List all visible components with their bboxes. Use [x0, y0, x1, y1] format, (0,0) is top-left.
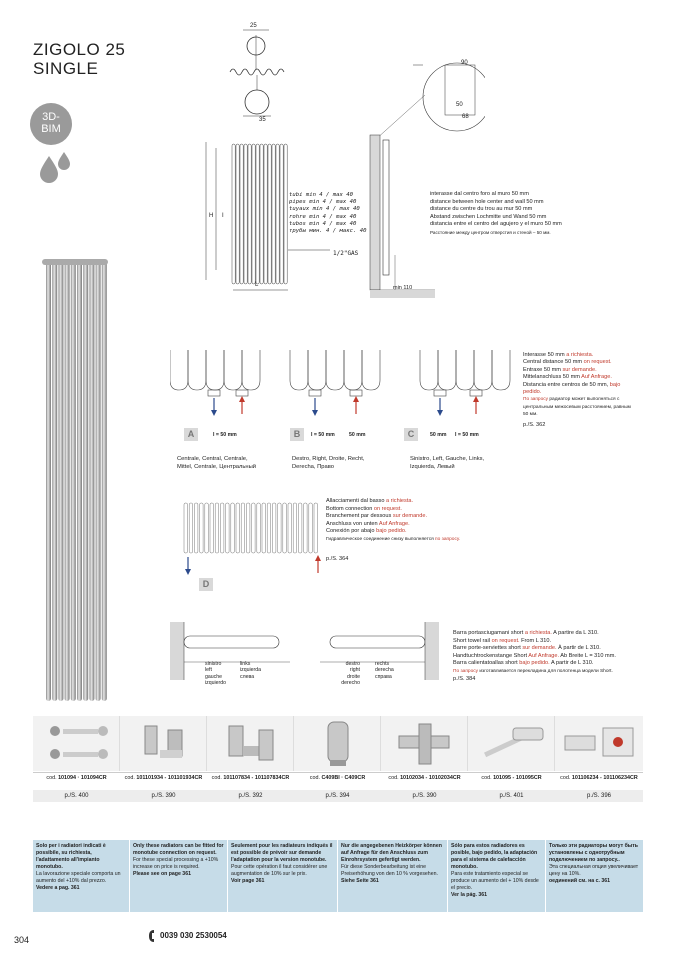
variant-tube-loop	[456, 350, 474, 390]
note-bold: Seulement pour les radiateurs indiqués il est possible de prévoir sur demande l'adaptation pour la version monotube.	[231, 843, 333, 863]
note-see[interactable]: Vedere a pag. 361	[36, 885, 80, 891]
tr-l3a: Barre porte-serviettes short	[453, 645, 523, 652]
code-prefix: cod.	[46, 775, 59, 781]
tr-l1a: Barra portasciugamani short	[453, 630, 525, 636]
bottom-connection-tube	[210, 503, 214, 553]
connection-fitting	[236, 390, 248, 396]
connection-fitting	[470, 390, 482, 396]
connection-variants-drawing	[170, 350, 515, 430]
product-code	[33, 772, 120, 783]
elevation-tube	[244, 144, 247, 284]
bottom-connection-tube	[304, 503, 308, 553]
flow-arrow-head	[312, 410, 318, 416]
note-es	[448, 840, 546, 912]
bc-l6b: по запросу.	[435, 536, 461, 542]
note-text: Für diese Sonderbearbeitung ist eine Preiserhöhung von den 10 % vorgesehen.	[341, 864, 438, 877]
elevation-tube	[268, 144, 271, 284]
elevation-tube	[256, 144, 259, 284]
code-value: 101094 · 101094CR	[58, 775, 107, 781]
variant-tube-loop	[224, 350, 242, 390]
bottom-connection-tube	[200, 503, 204, 553]
pipes-ru: трубы мин. 4 / макс. 40	[289, 228, 367, 235]
bottom-connection-tube	[215, 503, 219, 553]
note-fr	[228, 840, 338, 912]
variant-tube-loop	[420, 350, 438, 390]
interasse-es: distancia entre el centro del agujero y el muro 50 mm	[430, 221, 562, 228]
pipes-fr: tuyaux min 4 / max 40	[289, 206, 360, 213]
flow-arrow-head	[437, 410, 443, 416]
tr-l4c: Ab Breite L = 310 mm.	[559, 652, 616, 659]
flow-arrow-head	[211, 410, 217, 416]
phone-number[interactable]: 0039 030 2530054	[160, 931, 227, 940]
monotube-notes-strip	[33, 840, 643, 912]
rail-left-list	[205, 661, 226, 687]
bottom-connection-tube	[194, 503, 198, 553]
variant-c-caption	[410, 456, 484, 471]
code-prefix: cod.	[481, 775, 494, 781]
title-line-1: ZIGOLO 25	[33, 40, 126, 59]
rail-right2-0: rechts	[375, 661, 390, 667]
product-cell[interactable]	[555, 716, 643, 804]
supply-arrow-head	[185, 569, 191, 575]
note-bold: Only these radiators can be fitted for monotube connection on request.	[133, 843, 224, 856]
interasse-text	[430, 191, 562, 237]
bottom-connection-note	[326, 498, 460, 563]
product-ref[interactable]: p./S. 392	[207, 790, 294, 802]
code-prefix: cod.	[388, 775, 401, 781]
page-number: 304	[14, 935, 30, 945]
code-value: 101101934 - 101101934CR	[136, 775, 203, 781]
tr-l3c: À partir de L 310.	[556, 645, 601, 652]
product-ref[interactable]: p./S. 390	[120, 790, 207, 802]
note-bold: Sólo para estos radiadores es posible, bajo pedido, la adaptación para el sistema de calefacción monotubo.	[451, 843, 538, 870]
variant-a-caption	[177, 456, 256, 471]
rail-left-1: left	[205, 667, 212, 674]
bottom-connection-tube	[241, 503, 245, 553]
central-distance-note	[523, 352, 633, 429]
note-see[interactable]: Siehe Seite 361	[341, 878, 379, 884]
elevation-tube	[248, 144, 251, 284]
variant-a-cap2: Mittel, Centrale, Центральный	[177, 463, 257, 470]
product-code	[207, 772, 294, 783]
interasse-de: Abstand zwischen Lochmitte und Wand 50 mm	[430, 213, 547, 220]
radiator-top-header	[42, 259, 108, 265]
code-value: 101095 - 101095CR	[493, 775, 542, 781]
radiator-tube	[102, 261, 107, 701]
flow-arrow-head	[239, 396, 245, 402]
bottom-connection-tube	[252, 503, 256, 553]
rail-right-3: derecho	[341, 680, 360, 687]
bc-l2a: Bottom connection	[326, 505, 374, 512]
product-cell[interactable]	[207, 716, 294, 804]
bc-l3a: Branchement par dessous	[326, 513, 393, 520]
variant-b-caption	[292, 456, 365, 471]
radiator-tube	[89, 261, 94, 701]
elevation-tube	[280, 144, 283, 284]
product-image-angle-valves	[207, 716, 294, 771]
code-prefix: cod.	[124, 775, 137, 781]
rail-right-1: right	[349, 667, 360, 674]
rail-right2-2: справа	[375, 673, 392, 680]
dim-i: I	[222, 213, 224, 219]
bottom-connection-drawing	[180, 495, 330, 585]
bottom-connection-tube	[226, 503, 230, 553]
pipes-en: pipes min 4 / max 40	[289, 199, 357, 206]
product-code	[381, 772, 468, 783]
variant-b-dim1: I = 50 mm	[311, 432, 335, 438]
bottom-connection-tube	[298, 503, 302, 553]
code-value: 101106234 - 101106234CR	[571, 775, 638, 781]
bc-l6a: Гидравлическое соединение снизу выполняется	[326, 536, 436, 542]
bottom-connection-tube	[189, 503, 193, 553]
radiator-tube	[83, 261, 88, 701]
product-code	[555, 772, 643, 783]
note-text: La lavorazione speciale comporta un aumento del +10% dal prezzo.	[36, 871, 121, 884]
product-image-monotube-valve	[381, 716, 468, 771]
page-title	[33, 40, 125, 78]
note-bold: Nur die angegebenen Heizkörper können auf Anfrage für den Anschluss zum Einrohrsystem gefertigt werden.	[341, 843, 442, 863]
phone-icon	[148, 929, 156, 943]
bottom-connection-tube	[236, 503, 240, 553]
note-bold: Solo per i radiatori indicati è possibile, su richiesta, l'adattamento all'impianto monotubo.	[36, 843, 106, 870]
rail-left-0: sinistro	[205, 661, 222, 667]
variant-tube-loop	[188, 350, 206, 390]
product-ref[interactable]: p./S. 390	[381, 790, 468, 802]
bottom-connection-tube	[293, 503, 297, 553]
bc-l2b: on request.	[373, 505, 402, 512]
variant-b-cap1: Destro, Right, Droite, Recht,	[292, 456, 365, 462]
tr-ref[interactable]: p./S. 384	[453, 675, 476, 682]
elevation-tube	[232, 144, 235, 284]
tr-l1c: A partire da L 310.	[551, 630, 599, 636]
cn-l5b: bajo pedido.	[523, 381, 621, 396]
cn-l3a: Entraxe 50 mm	[523, 366, 563, 373]
cn-l3b: sur demande.	[562, 366, 597, 373]
variant-c-cap2: Izquierda, Левый	[410, 463, 455, 470]
product-image-valve-kit	[33, 716, 120, 771]
bottom-connection-tube	[288, 503, 292, 553]
bc-ref[interactable]: p./S. 364	[326, 555, 349, 562]
product-code	[468, 772, 555, 783]
product-image-valve-pair	[120, 716, 207, 771]
bc-l1a: Allacciamenti dal basso	[326, 498, 387, 504]
code-prefix: cod.	[211, 775, 224, 781]
bottom-connection-tube	[184, 503, 188, 553]
dim-90: 90	[461, 60, 468, 66]
product-code	[294, 772, 381, 783]
elevation-tube	[272, 144, 275, 284]
variant-tube-loop	[474, 350, 492, 390]
tr-l2c: From L 310.	[519, 637, 552, 644]
elevation-tube	[260, 144, 263, 284]
badge-line-2: BIM	[41, 123, 61, 135]
variant-c-dim2: I = 50 mm	[455, 432, 479, 438]
connection-fitting	[350, 390, 362, 396]
cn-l2b: on request.	[583, 359, 612, 366]
3d-bim-badge[interactable]	[30, 103, 72, 145]
note-ru	[546, 840, 643, 912]
note-text: For these special processing a +10% increase on price is required.	[133, 857, 219, 870]
tr-l4a: Handtuchtrockenstange Short	[453, 652, 529, 659]
bc-l1b: a richiesta.	[386, 498, 414, 504]
bottom-connection-tube	[246, 503, 250, 553]
cn-l6b: радиатор может выполняться с	[548, 397, 620, 403]
note-de	[338, 840, 448, 912]
product-ref[interactable]: p./S. 400	[33, 790, 120, 802]
code-value: 10102034 - 10102034CR	[400, 775, 461, 781]
tr-l5a: Barra calientatoallas short	[453, 660, 520, 667]
side-section-drawing	[355, 55, 485, 305]
cn-l8: 50 мм.	[523, 412, 538, 418]
cn-l1b: a richiesta.	[566, 352, 594, 358]
radiator-tube	[71, 261, 76, 701]
note-see[interactable]: оединений см. на с. 361	[549, 878, 610, 884]
rail-right-2: droite	[347, 673, 360, 680]
variant-b-label: B	[290, 428, 304, 441]
interasse-it: interasse dal centro foro al muro 50 mm	[430, 191, 529, 197]
variant-c-dim1: 50 mm	[430, 432, 447, 438]
connection-fitting	[434, 390, 446, 396]
tr-l5c: A partir de L 310.	[549, 660, 594, 667]
rail-right2-1: derecha	[375, 667, 394, 674]
radiator-tube	[46, 261, 51, 701]
elevation-tube	[264, 144, 267, 284]
rail-left-3: izquierdo	[205, 680, 227, 687]
bc-l3b: sur demande.	[392, 513, 428, 520]
bottom-connection-tube	[267, 503, 271, 553]
variant-tube-loop	[326, 350, 344, 390]
variant-tube-loop	[492, 350, 510, 390]
tr-l1b: a richiesta.	[524, 630, 552, 636]
interasse-fr: distance du centre du trou au mur 50 mm	[430, 206, 533, 213]
tr-l2a: Short towel rail	[453, 637, 492, 644]
variant-tube-loop	[206, 350, 224, 390]
cn-l1a: Interasse 50 mm	[523, 352, 567, 358]
note-text: Pour cette opération il faut considérer une augmentation de 10% sur le prix.	[231, 864, 328, 877]
variant-b-dim2: 50 mm	[349, 432, 366, 438]
variant-a-cap1: Centrale, Central, Centrale,	[177, 456, 248, 462]
bottom-connection-tube	[278, 503, 282, 553]
elevation-tube	[252, 144, 255, 284]
bottom-connection-tube	[283, 503, 287, 553]
gas-label: 1/2"GAS	[333, 250, 359, 257]
pipes-de: rohre min 4 / max 40	[289, 213, 357, 220]
product-cell[interactable]	[120, 716, 207, 804]
bottom-connection-tube	[314, 503, 318, 553]
dim-h: H	[209, 213, 214, 219]
cn-l2a: Central distance 50 mm	[523, 359, 584, 366]
bc-l5a: Conexión por abajo	[326, 528, 377, 535]
variant-tube-loop	[242, 350, 260, 390]
code-prefix: cod.	[560, 775, 572, 781]
note-en	[130, 840, 228, 912]
bc-l4b: Auf Anfrage.	[378, 520, 410, 527]
radiator-tube	[77, 261, 82, 701]
badge-line-1: 3D-	[42, 111, 60, 123]
dim-35: 35	[259, 117, 266, 123]
dim-50: 50	[456, 102, 463, 108]
note-see[interactable]: Please see on page 361	[133, 871, 191, 877]
product-ref[interactable]: p./S. 394	[294, 790, 381, 802]
interasse-en: distance between hole center and wall 50 mm	[430, 198, 544, 205]
product-code	[120, 772, 207, 783]
accessories-strip	[33, 716, 643, 804]
tr-l5b: bajo pedido.	[519, 660, 550, 667]
title-line-2: SINGLE	[33, 59, 99, 78]
flow-arrow-head	[353, 396, 359, 402]
note-see[interactable]: Ver la pág. 361	[451, 892, 488, 898]
dim-25: 25	[250, 23, 257, 29]
interasse-ru: Расстояние между центром отверстия и стеной – 50 мм.	[430, 229, 551, 235]
variant-a-label: A	[184, 428, 198, 441]
product-cell[interactable]	[381, 716, 468, 804]
note-text: Para este tratamiento especial se produce un aumento del + 10% desde el precio.	[451, 871, 539, 891]
note-text: Эта специальная опция увеличивает цену на 10%.	[549, 864, 639, 877]
product-cell[interactable]	[468, 716, 555, 804]
variant-tube-loop	[362, 350, 380, 390]
code-value: 101107834 - 101107834CR	[223, 775, 290, 781]
product-ref[interactable]: p./S. 396	[555, 790, 643, 802]
bc-l4a: Anschluss von unten	[326, 520, 379, 527]
product-image-thermostatic-head	[294, 716, 381, 771]
cn-l4a: Mittelanschluss 50 mm	[523, 374, 582, 381]
radiator-photo	[42, 255, 110, 705]
radiator-tube	[52, 261, 57, 701]
note-it	[33, 840, 130, 912]
rail-left2-list	[240, 661, 261, 680]
elevation-tube	[284, 144, 287, 284]
product-image-pipe-covers	[468, 716, 555, 771]
rail-right2-list	[375, 661, 394, 680]
tr-l6a: По запросу	[453, 668, 479, 674]
bottom-connection-tube	[262, 503, 266, 553]
tr-l4b: Auf Anfrage.	[528, 652, 560, 659]
tr-l6b: изготавливается перекладина для полотенца модели Short.	[478, 668, 613, 674]
pipes-it: tubi min 4 / max 40	[289, 192, 353, 198]
cn-ref[interactable]: p./S. 362	[523, 421, 546, 428]
bottom-connection-tube	[309, 503, 313, 553]
bottom-connection-tube	[272, 503, 276, 553]
dim-l: L	[255, 282, 259, 288]
dim-68: 68	[462, 114, 469, 120]
pipes-es: tubos min 4 / max 40	[289, 220, 357, 227]
tube-section-diagram	[225, 20, 295, 130]
connection-fitting	[208, 390, 220, 396]
dim-min110: min 110	[393, 285, 413, 291]
rail-left2-0: links	[240, 661, 251, 667]
variant-c-cap1: Sinistro, Left, Gauche, Links,	[410, 456, 485, 462]
variant-b-cap2: Derecha, Право	[292, 463, 334, 470]
note-see[interactable]: Voir page 361	[231, 878, 265, 884]
rail-left-2: gauche	[205, 673, 223, 680]
rail-left2-2: слева	[240, 673, 255, 680]
connection-fitting	[309, 390, 321, 396]
bc-l5b: bajo pedido.	[376, 528, 407, 535]
cn-l6a: По запросу	[523, 397, 549, 403]
variant-d-label: D	[199, 578, 213, 591]
towel-rail-note	[453, 630, 616, 683]
product-cell[interactable]	[294, 716, 381, 804]
return-arrow-head	[315, 555, 321, 561]
variant-tube-loop	[438, 350, 456, 390]
code-prefix: cod.	[309, 775, 322, 781]
note-bold: Только эти радиаторы могут быть установлены с однотрубным подключением по запросу..	[549, 843, 638, 863]
elevation-tube	[240, 144, 243, 284]
cn-l7: центральным межосевым расстоянием, равным	[523, 404, 631, 410]
radiator-tube	[58, 261, 63, 701]
cn-l4b: Auf Anfrage.	[581, 374, 612, 381]
rail-right-list	[340, 661, 360, 687]
bottom-connection-tube	[257, 503, 261, 553]
bottom-connection-tube	[220, 503, 224, 553]
flow-arrow-head	[473, 396, 479, 402]
code-value: C409BI · C409CR	[321, 775, 366, 781]
variant-tube-loop	[308, 350, 326, 390]
elevation-tube	[236, 144, 239, 284]
water-drops-icon	[38, 150, 72, 184]
cn-l5a: Distancia entre centros de 50 mm,	[523, 381, 610, 388]
product-cell[interactable]	[33, 716, 120, 804]
variant-tube-loop	[170, 350, 188, 390]
bottom-connection-tube	[231, 503, 235, 553]
tr-l2b: on request.	[491, 637, 520, 644]
rail-right-0: destro	[345, 661, 360, 667]
tr-l3b: sur demande.	[522, 645, 557, 652]
bottom-connection-tube	[205, 503, 209, 553]
radiator-tube	[96, 261, 101, 701]
elevation-tube	[276, 144, 279, 284]
product-ref[interactable]: p./S. 401	[468, 790, 555, 802]
variant-tube-loop	[290, 350, 308, 390]
rail-left2-1: izquierda	[240, 667, 262, 674]
variant-c-label: C	[404, 428, 418, 441]
radiator-tube	[65, 261, 70, 701]
variant-a-dim: I = 50 mm	[213, 432, 237, 438]
variant-tube-loop	[344, 350, 362, 390]
product-image-mounting-kit	[555, 716, 643, 771]
